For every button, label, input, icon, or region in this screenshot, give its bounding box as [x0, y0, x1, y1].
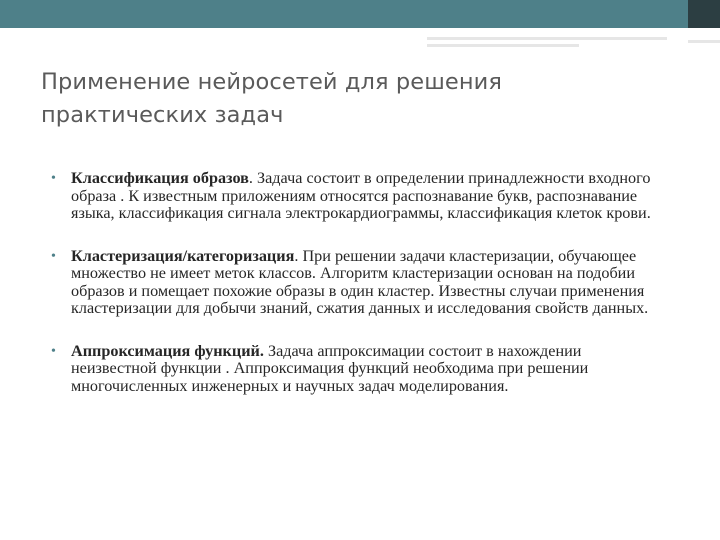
decorative-line-right: [688, 40, 720, 43]
slide-title: [41, 66, 661, 132]
bullet-text: . Задача состоит в определении принадлежности входного образа . К известным приложениям относятся распознавание букв, распознавание языка, классификация сигнала электрокардиограммы, классификация клеток крови.: [71, 169, 651, 222]
bullet-item-classification: [50, 170, 670, 223]
slide-title-line-1: Применение нейросетей для решения: [41, 69, 503, 95]
bullet-text: . При решении задачи кластеризации, обучающее множество не имеет меток классов. Алгоритм кластеризации основан на подобии образов и помещает похожие образы в один кластер. Известны случаи применения кластеризации для добычи знаний, сжатия данных и исследования свойств данных.: [71, 246, 649, 317]
bullet-term: Кластеризация/категоризация: [71, 246, 295, 265]
bullet-dot-icon: •: [51, 171, 56, 186]
header-band: [0, 0, 720, 28]
bullet-dot-icon: •: [51, 248, 56, 264]
header-band-teal: [0, 0, 688, 28]
bullet-term: Аппроксимация функций.: [71, 341, 264, 360]
bullet-text: Задача аппроксимации состоит в нахождении неизвестной функции . Аппроксимация функций необходима при решении многочисленных инженерных и научных задач моделирования.: [71, 341, 589, 395]
decorative-line-lower: [427, 44, 579, 47]
bullet-term: Классификация образов: [71, 169, 249, 187]
decorative-line-upper: [427, 37, 667, 40]
bullet-item-clustering: [50, 248, 670, 318]
bullet-item-approximation: [50, 343, 670, 396]
slide-title-line-2: практических задач: [41, 102, 284, 128]
bullet-dot-icon: •: [51, 343, 56, 359]
header-band-dark: [688, 0, 720, 28]
bullet-list: [50, 170, 670, 420]
